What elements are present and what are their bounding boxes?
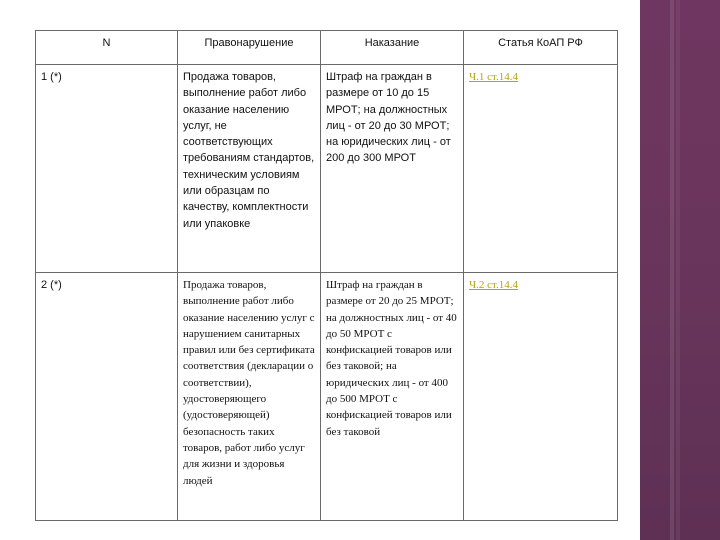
row-penalty: Штраф на граждан в размере от 20 до 25 МРОТ; на должностных лиц - от 40 до 50 МРОТ с конфискацией товаров или без таковой; на юридических лиц - от 400 до 500 МРОТ с конфискацией товаров или без таковой: [321, 273, 464, 521]
decorative-side-band: [640, 0, 720, 540]
band-stripe: [676, 0, 680, 540]
row-number: 2 (*): [36, 273, 178, 521]
article-link[interactable]: Ч.1 ст.14.4: [469, 71, 519, 83]
row-article-cell: [464, 273, 618, 521]
row-penalty: Штраф на граждан в размере от 10 до 15 МРОТ; на должностных лиц - от 20 до 30 МРОТ; на юридических лиц - от 200 до 300 МРОТ: [321, 65, 464, 273]
table-row: [36, 273, 618, 521]
header-number: N: [36, 31, 178, 65]
table-header-row: [36, 31, 618, 65]
row-offense: Продажа товаров, выполнение работ либо оказание населению услуг, не соответствующих требованиям стандартов, техническим условиям или образцам по качеству, комплектности или упаковке: [178, 65, 321, 273]
header-penalty: Наказание: [321, 31, 464, 65]
offense-penalty-table: [35, 30, 618, 521]
row-offense: Продажа товаров, выполнение работ либо оказание населению услуг с нарушением санитарных правил или без сертификата соответствия (декларации о соответствии), удостоверяющего (удостоверяющей) безопасность таких товаров, работ либо услуг для жизни и здоровья людей: [178, 273, 321, 521]
table-row: [36, 65, 618, 273]
row-number: 1 (*): [36, 65, 178, 273]
row-article-cell: [464, 65, 618, 273]
band-stripe: [670, 0, 674, 540]
header-article: Статья КоАП РФ: [464, 31, 618, 65]
article-link[interactable]: Ч.2 ст.14.4: [469, 279, 519, 291]
header-offense: Правонарушение: [178, 31, 321, 65]
